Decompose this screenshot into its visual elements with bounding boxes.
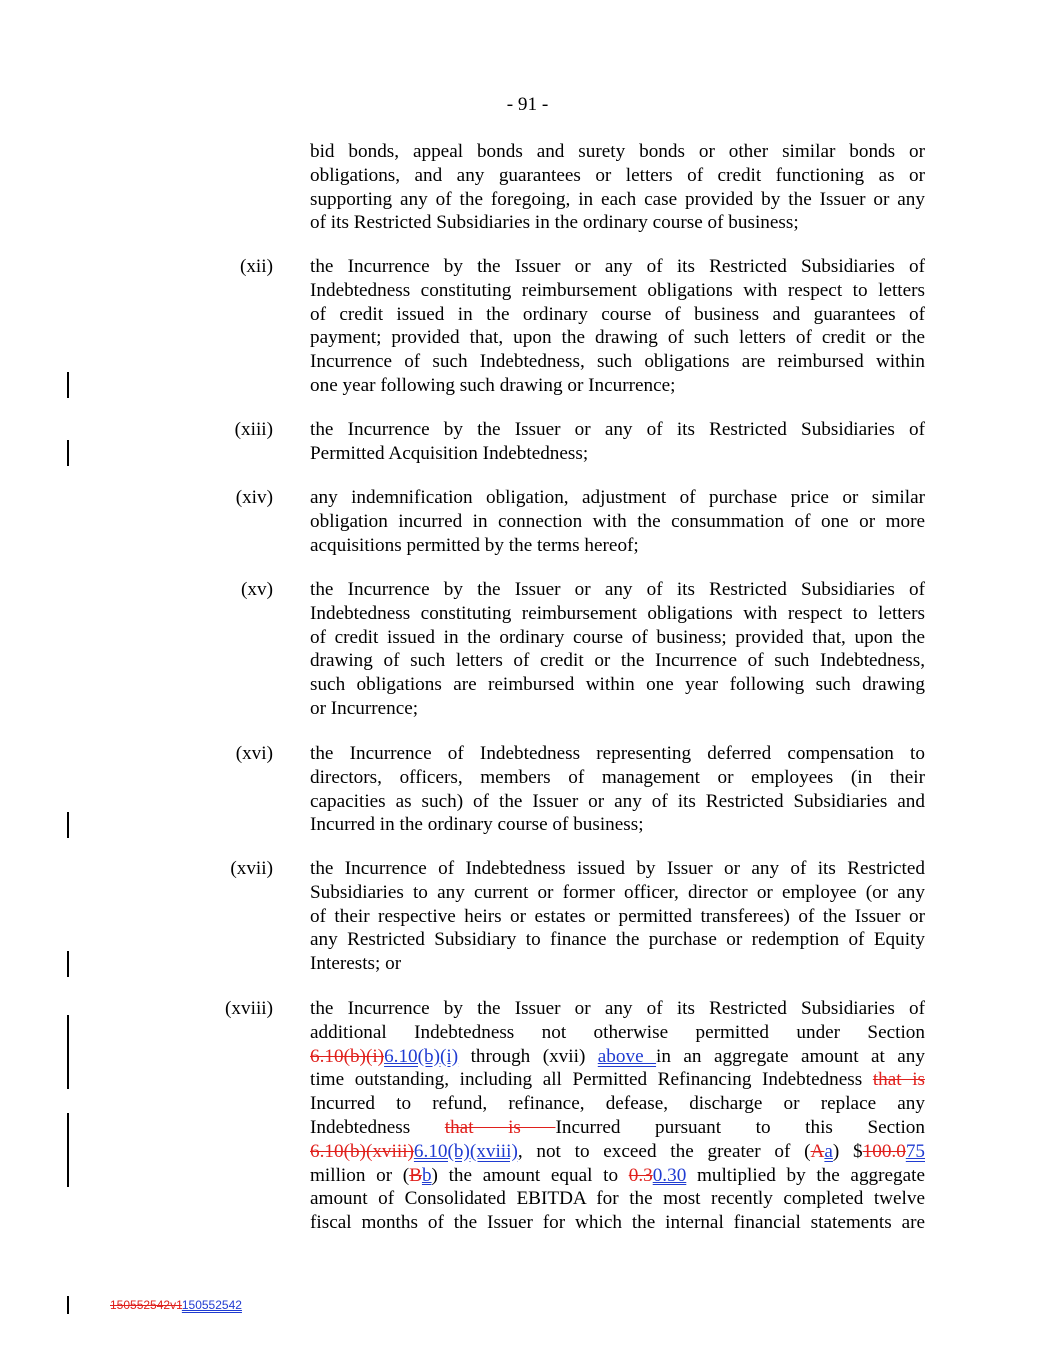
text-run: in an aggregate amount at any bbox=[656, 1045, 925, 1067]
text-line: Subsidiaries to any current or former officer, director or employee (or any bbox=[310, 881, 925, 903]
text-line bbox=[310, 374, 925, 398]
inserted-text: 0.30 bbox=[652, 1164, 687, 1186]
text-run: , not to exceed the greater of ( bbox=[517, 1140, 811, 1162]
change-bar bbox=[67, 372, 69, 398]
text-line: bid bonds, appeal bonds and surety bonds or other similar bonds or bbox=[310, 141, 925, 162]
text-line: of credit issued in the ordinary course of business; provided that, upon the bbox=[310, 626, 925, 648]
item-xiii bbox=[310, 418, 925, 466]
item-xii bbox=[310, 255, 925, 398]
text-line: drawing of such letters of credit or the Incurrence of such Indebtedness, bbox=[310, 650, 925, 672]
text-line: the Incurrence of Indebtedness representing deferred compensation to bbox=[310, 743, 925, 764]
text-line: of their respective heirs or estates or permitted transferees) of the Issuer or bbox=[310, 905, 925, 927]
text-line: supporting any of the foregoing, in each case provided by the Issuer or any bbox=[310, 188, 925, 210]
item-xvi bbox=[310, 742, 925, 837]
text-line: capacities as such) of the Issuer or any of its Restricted Subsidiaries and bbox=[310, 790, 925, 812]
text-run: one year following such drawing or Incurrence; bbox=[310, 374, 676, 396]
item-label-xvi: (xvi) bbox=[235, 743, 273, 764]
deleted-text: 0.3 bbox=[628, 1164, 653, 1186]
document-id-footer bbox=[110, 1298, 242, 1312]
text-line: Incurred to refund, refinance, defease, discharge or replace any bbox=[310, 1093, 925, 1115]
deleted-text: 100.0 bbox=[862, 1140, 906, 1162]
inserted-text: 150552542 bbox=[181, 1298, 242, 1312]
item-xviii bbox=[310, 997, 925, 1235]
item-xv bbox=[310, 578, 925, 721]
text-line bbox=[310, 1068, 925, 1092]
text-line: Indebtedness constituting reimbursement obligations with respect to letters bbox=[310, 279, 925, 301]
text-line: payment; provided that, upon the drawing of such letters of credit or the bbox=[310, 327, 925, 349]
inserted-text: 75 bbox=[905, 1140, 925, 1162]
deleted-text: 150552542v1 bbox=[110, 1298, 182, 1312]
change-bar bbox=[67, 951, 69, 977]
text-line: any indemnification obligation, adjustment of purchase price or similar bbox=[310, 487, 925, 508]
text-line: acquisitions permitted by the terms hereof; bbox=[310, 534, 639, 556]
page-number: - 91 - bbox=[506, 94, 549, 115]
text-line bbox=[310, 1164, 925, 1188]
text-line bbox=[310, 1116, 925, 1140]
item-label-xii: (xii) bbox=[239, 256, 273, 277]
text-run: multiplied by the aggregate bbox=[686, 1164, 925, 1186]
text-line: the Incurrence of Indebtedness issued by Issuer or any of its Restricted bbox=[310, 858, 925, 879]
text-line: the Incurrence by the Issuer or any of its Restricted Subsidiaries of bbox=[310, 256, 925, 277]
item-label-xv: (xv) bbox=[241, 579, 273, 600]
text-run: time outstanding, including all Permitted Refinancing Indebtedness bbox=[310, 1069, 873, 1091]
item-label-xvii: (xvii) bbox=[230, 858, 273, 879]
text-line: of its Restricted Subsidiaries in the ordinary course of business; bbox=[310, 212, 799, 234]
text-line: the Incurrence by the Issuer or any of its Restricted Subsidiaries of bbox=[310, 579, 925, 600]
text-line: fiscal months of the Issuer for which the internal financial statements are bbox=[310, 1212, 925, 1234]
change-bar bbox=[67, 812, 69, 838]
deleted-text: A bbox=[810, 1140, 825, 1162]
text-line bbox=[310, 442, 925, 466]
text-run: Interests; or bbox=[310, 953, 402, 975]
item-label-xiv: (xiv) bbox=[235, 487, 273, 508]
change-bar bbox=[67, 1015, 69, 1089]
text-line bbox=[310, 813, 925, 837]
inserted-text: 6.10(b)(xviii) bbox=[413, 1140, 518, 1162]
text-run: Incurred pursuant to this Section bbox=[555, 1116, 925, 1138]
deleted-text: 6.10(b)(xviii) bbox=[310, 1140, 414, 1162]
item-label-xviii: (xviii) bbox=[225, 998, 273, 1019]
text-line: directors, officers, members of management or employees (in their bbox=[310, 766, 925, 788]
text-line: amount of Consolidated EBITDA for the most recently completed twelve bbox=[310, 1188, 925, 1210]
inserted-text: 6.10(b)(i) bbox=[384, 1045, 459, 1067]
text-run: million or ( bbox=[310, 1164, 410, 1186]
change-bar bbox=[67, 1113, 69, 1187]
inserted-text: above bbox=[597, 1045, 657, 1067]
deleted-text: 6.10(b)(i) bbox=[310, 1045, 385, 1067]
item-xvii bbox=[310, 857, 925, 976]
change-bar bbox=[67, 1296, 69, 1314]
text-line: the Incurrence by the Issuer or any of its Restricted Subsidiaries of bbox=[310, 998, 925, 1019]
deleted-text: that is bbox=[872, 1069, 925, 1091]
text-line: Incurrence of such Indebtedness, such obligations are reimbursed within bbox=[310, 351, 925, 373]
text-line: obligation incurred in connection with the consummation of one or more bbox=[310, 510, 925, 532]
deleted-text: B bbox=[409, 1164, 422, 1186]
text-line: the Incurrence by the Issuer or any of its Restricted Subsidiaries of bbox=[310, 419, 925, 440]
text-line bbox=[310, 952, 925, 976]
inserted-text: a bbox=[824, 1140, 833, 1162]
text-line: any Restricted Subsidiary to finance the purchase or redemption of Equity bbox=[310, 929, 925, 951]
text-run: Indebtedness bbox=[310, 1116, 445, 1138]
intro-paragraph bbox=[310, 140, 925, 235]
text-line: or Incurrence; bbox=[310, 697, 419, 719]
text-line: additional Indebtedness not otherwise permitted under Section bbox=[310, 1021, 925, 1043]
text-run: Incurred in the ordinary course of business; bbox=[310, 814, 644, 836]
change-bar bbox=[67, 440, 69, 466]
text-run: Permitted Acquisition Indebtedness; bbox=[310, 442, 589, 464]
item-xiv bbox=[310, 486, 925, 557]
text-run: ) $ bbox=[832, 1140, 863, 1162]
text-run: ) the amount equal to bbox=[431, 1164, 629, 1186]
text-line: Indebtedness constituting reimbursement obligations with respect to letters bbox=[310, 602, 925, 624]
text-line bbox=[310, 1045, 925, 1069]
text-line bbox=[310, 1140, 925, 1164]
deleted-text: that is bbox=[444, 1116, 556, 1138]
text-run: through (xvii) bbox=[458, 1045, 598, 1067]
text-line: such obligations are reimbursed within one year following such drawing bbox=[310, 674, 925, 696]
text-line: obligations, and any guarantees or letters of credit functioning as or bbox=[310, 164, 925, 186]
inserted-text: b bbox=[421, 1164, 432, 1186]
text-line: of credit issued in the ordinary course of business and guarantees of bbox=[310, 303, 925, 325]
item-label-xiii: (xiii) bbox=[234, 419, 273, 440]
